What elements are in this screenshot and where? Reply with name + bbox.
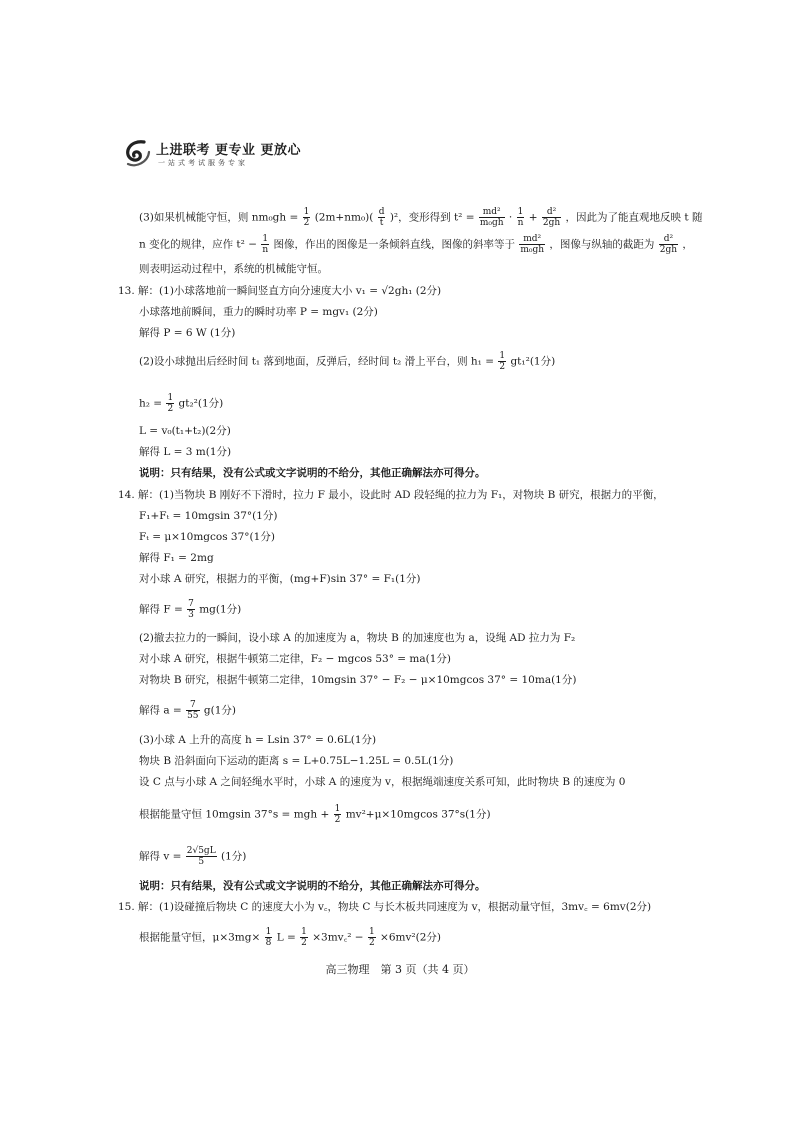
q13-line5 [139, 393, 223, 414]
dot: · [508, 211, 513, 224]
q12-part3-line1 [139, 207, 702, 228]
q14-line12: 物块 B 沿斜面向下运动的距离 s = L+0.75L−1.25L = 0.5L(1分) [139, 755, 454, 767]
q14-line11: (3)小球 A 上升的高度 h = Lsin 37° = 0.6L(1分) [139, 734, 377, 746]
numerator: md² [519, 234, 545, 245]
q13-line6: L = v₀(t₁+t₂)(2分) [139, 425, 231, 437]
text: ， [682, 238, 693, 251]
numerator: md² [479, 207, 505, 218]
fraction [519, 234, 545, 255]
q14-line9: 对物块 B 研究，根据牛顿第二定律，10mgsin 37° − F₂ − μ×10mgcos 37° = 10ma(1分) [139, 674, 577, 686]
denominator: 55 [187, 711, 199, 721]
text: 根据能量守恒，μ×3mg× [139, 931, 261, 944]
q12-part3-line2 [139, 234, 693, 255]
text: g(1分) [203, 704, 236, 717]
denominator: 2 [301, 938, 307, 948]
text: mg(1分) [199, 603, 242, 616]
text: mv²+μ×10mgcos 37°s(1分) [345, 808, 491, 821]
fraction [265, 927, 273, 948]
fraction [300, 927, 308, 948]
text: 解得 v = [139, 850, 182, 863]
fraction [479, 207, 505, 228]
fraction [368, 927, 376, 948]
text: h₂ = [139, 397, 163, 410]
fraction [498, 351, 506, 372]
numerator: 7 [186, 700, 199, 711]
denominator: 2 [499, 362, 506, 372]
text: ×6mv²(2分) [380, 931, 441, 944]
denominator: 8 [265, 938, 272, 948]
text: L = [276, 931, 296, 944]
fraction [334, 804, 342, 825]
q13-note: 说明：只有结果，没有公式或文字说明的不给分，其他正确解法亦可得分。 [139, 467, 486, 479]
fraction [186, 700, 199, 721]
numerator: d [378, 207, 385, 217]
q15-line1: 15. 解：(1)设碰撞后物块 C 的速度大小为 v꜀，物块 C 与长木板共同速度为 v，根据动量守恒，3mv꜀ = 6mv(2分) [118, 901, 652, 913]
q14-line3: Fₜ = μ×10mgcos 37°(1分) [139, 531, 275, 543]
numerator: 1 [301, 927, 307, 937]
denominator: n [517, 218, 524, 228]
numerator: 1 [334, 804, 341, 814]
text: ，图像与纵轴的截距为 [549, 238, 655, 251]
fraction [187, 599, 195, 620]
fraction [378, 207, 386, 228]
q14-note: 说明：只有结果，没有公式或文字说明的不给分，其他正确解法亦可得分。 [139, 880, 486, 892]
q12-part3-line3: 则表明运动过程中，系统的机械能守恒。 [139, 263, 328, 275]
q13-line4 [139, 351, 555, 372]
numerator: 2√5gL [186, 846, 216, 856]
denominator: 2 [167, 404, 174, 414]
q14-line5: 对小球 A 研究，根据力的平衡，(mg+F)sin 37° = F₁(1分) [139, 573, 421, 585]
text: n 变化的规律，应作 t² − [139, 238, 258, 251]
q14-line7: (2)撤去拉力的一瞬间，设小球 A 的加速度为 a，物块 B 的加速度也为 a，设绳 AD 拉力为 F₂ [139, 632, 576, 644]
fraction [166, 393, 174, 414]
q14-line4: 解得 F₁ = 2mg [139, 552, 214, 564]
denominator: 5 [198, 857, 205, 867]
numerator: 1 [167, 393, 174, 403]
q13-line2: 小球落地前瞬间，重力的瞬时功率 P = mgv₁ (2分) [139, 306, 378, 318]
numerator: d² [659, 234, 678, 245]
denominator: m₀gh [520, 245, 545, 255]
fraction [659, 234, 678, 255]
text: (1分) [221, 850, 247, 863]
numerator: 1 [368, 927, 375, 937]
numerator: 7 [188, 599, 194, 609]
denominator: 2 [368, 938, 375, 948]
fraction [303, 207, 311, 228]
text: 图像，作出的图像是一条倾斜直线，图像的斜率等于 [273, 238, 515, 251]
denominator: n [262, 245, 269, 255]
text: gt₂²(1分) [178, 397, 224, 410]
text: (2m+nm₀)( [314, 211, 374, 224]
q14-line8: 对小球 A 研究，根据牛顿第二定律，F₂ − mgcos 53° = ma(1分) [139, 653, 452, 665]
numerator: 1 [265, 927, 272, 937]
denominator: 2gh [542, 218, 561, 228]
q14-line10 [139, 700, 236, 721]
denominator: 2gh [659, 245, 678, 255]
fraction [517, 207, 525, 228]
denominator: 2 [303, 218, 310, 228]
text: )²，变形得到 t² = [389, 211, 475, 224]
text: gt₁²(1分) [510, 355, 556, 368]
publisher-logo [122, 136, 322, 172]
q13-line1: 13. 解：(1)小球落地前一瞬间竖直方向分速度大小 v₁ = √2gh₁ (2分) [118, 285, 442, 297]
q14-line2: F₁+Fₜ = 10mgsin 37°(1分) [139, 510, 278, 522]
q14-line6 [139, 599, 241, 620]
text: ×3mv꜀² − [312, 931, 364, 944]
numerator: 1 [303, 207, 310, 217]
numerator: 1 [517, 207, 524, 217]
page-footer: 高三物理 第 3 页（共 4 页） [325, 963, 475, 976]
text: 根据能量守恒 10mgsin 37°s = mgh + [139, 808, 330, 821]
numerator: 1 [262, 234, 269, 244]
q14-line13: 设 C 点与小球 A 之间轻绳水平时，小球 A 的速度为 v，根据绳端速度关系可知，此时物块 B 的速度为 0 [139, 776, 626, 788]
numerator: 1 [499, 351, 506, 361]
plus: + [528, 211, 538, 224]
fraction [186, 846, 217, 867]
denominator: t [379, 218, 384, 228]
logo-title: 上进联考 更专业 更放心 [156, 143, 302, 158]
text: nm₀gh = [251, 211, 299, 224]
fraction [542, 207, 561, 228]
q13-line3: 解得 P = 6 W (1分) [139, 327, 236, 339]
q14-line14 [139, 804, 491, 825]
logo-subtitle: 一站式考试服务专家 [158, 159, 248, 167]
logo-swirl-icon [122, 138, 152, 168]
text: (3)如果机械能守恒，则 [139, 211, 249, 224]
q15-line2 [139, 927, 441, 948]
text: 解得 a = [139, 704, 182, 717]
denominator: 2 [334, 815, 341, 825]
denominator: 3 [188, 610, 194, 620]
text: ，因此为了能直观地反映 t 随 [565, 211, 703, 224]
text: (2)设小球抛出后经时间 t₁ 落到地面，反弹后，经时间 t₂ 滑上平台，则 h₁ = [139, 355, 495, 368]
q13-line7: 解得 L = 3 m(1分) [139, 446, 232, 458]
text: 解得 F = [139, 603, 183, 616]
q14-line1: 14. 解：(1)当物块 B 刚好不下滑时，拉力 F 最小，设此时 AD 段轻绳的拉力为 F₁，对物块 B 研究，根据力的平衡， [118, 489, 664, 501]
q14-line15 [139, 846, 246, 867]
fraction [261, 234, 269, 255]
numerator: d² [542, 207, 561, 218]
denominator: m₀gh [479, 218, 504, 228]
